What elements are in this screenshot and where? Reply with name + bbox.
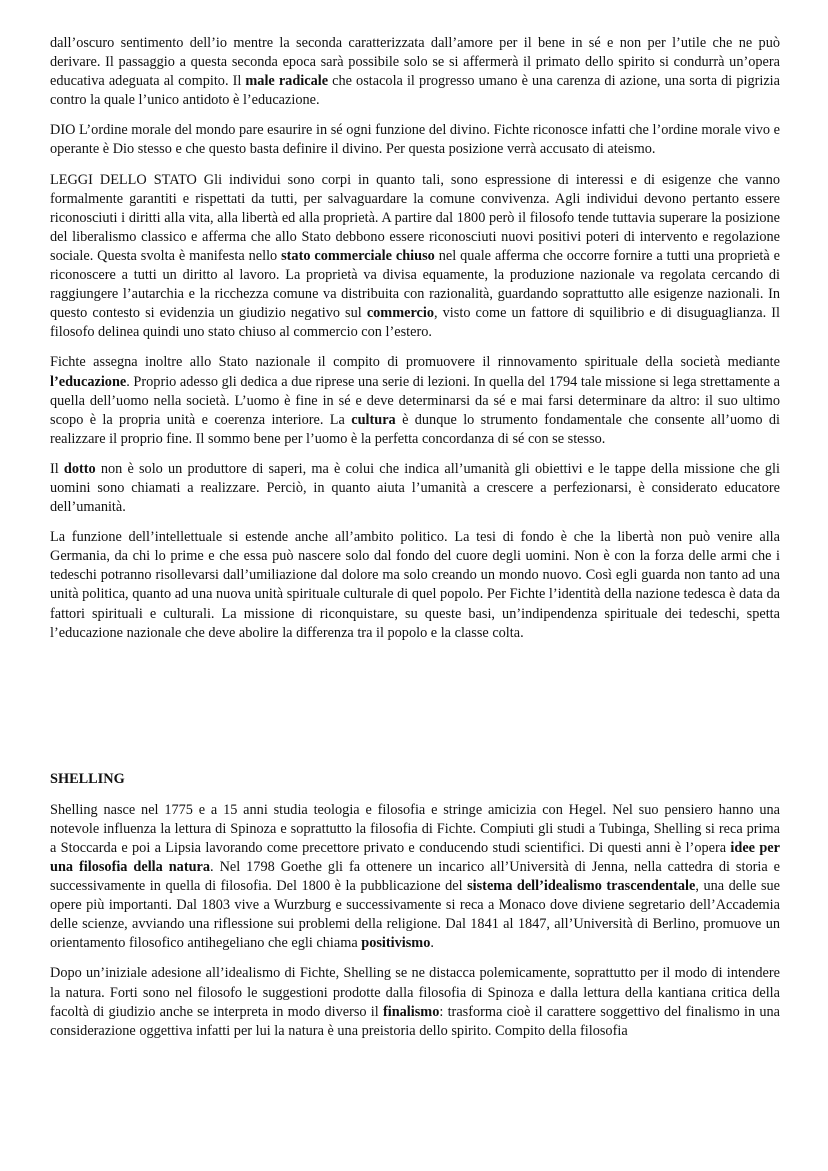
bold-term: commercio [366,305,435,322]
text-run: Shelling nasce nel 1775 e a 15 anni studia teologia e filosofia e stringe amicizia con Hegel. Nel suo pensiero hanno una notevole influenza la lettura di Spinoza e soprattutto la filosofia di Fichte. Compiuti gli studi a Tubinga, Shelling si reca prima a Stoccarda e poi a Lipsia lavorando come precettore privato e conducendo studi scientifici. Di questi anni è l’opera [50,801,780,856]
bold-term: l’educazione [50,373,127,390]
text-run: non è solo un produttore di saperi, ma è colui che indica all’umanità gli obiettivi e le tappe della missione che gli uomini sono chiamati a realizzare. Perciò, in quanto aiuta l’umanità a crescere a perfezionarsi, è considerato educatore dell’umanità. [50,460,780,516]
bold-term: finalismo [382,1003,440,1020]
text-run: : trasforma cioè il carattere soggettivo del finalismo in una considerazione oggettiva infatti per lui la natura è una preistoria dello spirito. Compito della filosofia [50,1003,781,1039]
section-heading: SHELLING [50,770,125,787]
text-run: nel quale afferma che occorre fornire a tutti una proprietà e riconoscere a tutti un diritto al lavoro. La proprietà va divisa equamente, la produzione nazionale va regolata cercando di raggiungere l’autarchia e la ricchezza comune va distribuita con razionalità, guardando soprattutto alle esigenze nazionali. In questo contesto si evidenzia un giudizio negativo sul [50,247,780,322]
text-run: La funzione dell’intellettuale si estende anche all’ambito politico. La tesi di fondo è che la libertà non può venire alla Germania, da chi lo prime e che essa può nascere solo dal fondo del cuore degli uomini. Non è con la forza delle armi che i tedeschi potranno risollevarsi dall’umiliazione dal dolore ma solo creando un mondo nuovo. Così egli guarda non tanto ad una unità politica, quanto ad una nuova unità spirituale culturale di quel popolo. Per Fichte l’identità della nazione tedesca è data da fattori spirituali e culturali. La missione di riconquistare, su queste basi, un’indipendenza spirituale dei tedeschi, spetta l’educazione nazionale che deve abolire la differenza tra il popolo e la classe colta. [50,529,780,641]
bold-term: dotto [63,460,96,477]
bold-term: cultura [351,411,396,428]
bold-term: stato commerciale chiuso [281,247,435,264]
bold-term: male radicale [245,73,329,90]
text-run: . [430,935,434,952]
bold-term: sistema dell’idealismo trascendentale [467,878,696,895]
section-gap [50,654,780,770]
paragraph-shelling-natura [50,964,780,1040]
text-run: . Proprio adesso gli dedica a due riprese una serie di lezioni. In quella del 1794 tale missione si lega strettamente a quella dell’uomo nella società. L’uomo è fine in sé e deve determinarsi da sé e mai farsi determinare da altro: il suo ultimo scopo è la propria unità e coerenza interiore. La [50,373,780,428]
paragraph-dio [50,121,780,159]
paragraph-dotto [50,460,780,517]
bold-term: idee per una filosofia della natura [50,839,780,875]
bold-term: positivismo [361,935,431,952]
paragraph-leggi-dello-stato [50,171,780,343]
text-run: LEGGI DELLO STATO Gli individui sono corpi in quanto tali, sono espressione di interessi e di esigenze che vanno formalmente garantiti e rispettati da tutti, per salvaguardare la comune convivenza. Agli individui devono pertanto essere riconosciuti i diritti alla vita, alla libertà ed alla proprietà. A partire dal 1800 però il filosofo tende tuttavia superare la posizione del liberalismo classico e afferma che allo Stato debbono essere riconosciuti nuovi positivi poteri di intervento e regolazione sociale. Questa svolta è manifesta nello [50,171,780,264]
text-run: Fichte assegna inoltre allo Stato nazionale il compito di promuovere il rinnovamento spirituale della società mediante [50,354,780,371]
text-run: dall’oscuro sentimento dell’io mentre la seconda caratterizzata dall’amore per il bene in sé e non per l’utile che ne può derivare. Il passaggio a questa seconda epoca sarà possibile solo se si affermerà il primato dello spirito si condurrà un’opera educativa adeguata al compito. Il [50,35,780,90]
text-run: Dopo un’iniziale adesione all’idealismo di Fichte, Shelling se ne distacca polemicamente, soprattutto per il modo di intendere la natura. Forti sono nel filosofo le suggestioni prodotte dalla filosofia di Spinoza e dalla lettura della kantiana critica della facoltà di giudizio anche se interpreta in modo diverso il [50,965,780,1020]
paragraph-educazione-nazionale [50,353,780,448]
text-run: . Nel 1798 Goethe gli fa ottenere un incarico all’Università di Jenna, nella cattedra di storia e successivamente in quella di filosofia. Del 1800 è la pubblicazione del [50,859,780,895]
text-run: DIO L’ordine morale del mondo pare esaurire in sé ogni funzione del divino. Fichte riconosce infatti che l’ordine morale vivo e operante è Dio stesso e che questo basta definire il divino. Per questa posizione verrà accusato di ateismo. [50,122,780,158]
paragraph-intellettuale [50,528,780,643]
text-run: Il [50,460,64,477]
text-run: , visto come un fattore di squilibrio e di disuguaglianza. Il filosofo delinea quindi uno stato chiuso al commercio con l’estero. [50,305,780,341]
paragraph-educazione [50,34,780,110]
text-run: , una delle sue opere più importanti. Dal 1803 vive a Wurzburg e successivamente si reca a Monaco dove diviene segretario dell’Accademia delle scienze, avviando una riflessione sui problemi della religione. Dal 1841 al 1847, all’Università di Berlino, promuove un orientamento filosofico antihegeliano che egli chiama [50,878,780,952]
paragraph-shelling-bio [50,801,780,954]
document-page [50,34,780,1052]
text-run: che ostacola il progresso umano è una carenza di azione, una sorta di pigrizia contro la quale l’unico antidoto è l’educazione. [50,73,780,109]
text-run: è dunque lo strumento fondamentale che consente all’uomo di realizzare il proprio fine. Il sommo bene per l’uomo è la perfetta concordanza di sé con se stesso. [50,411,780,447]
